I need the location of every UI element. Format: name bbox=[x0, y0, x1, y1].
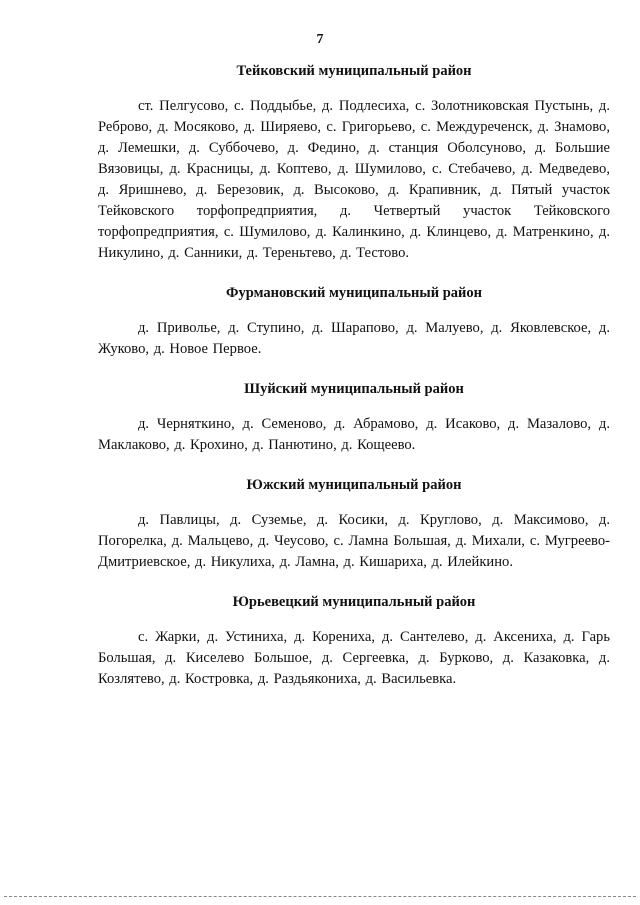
section-heading: Южский муниципальный район bbox=[246, 477, 462, 493]
section-paragraph: д. Приволье, д. Ступино, д. Шарапово, д. Малуево, д. Яковлевское, д. Жуково, д. Новое Первое. bbox=[98, 320, 610, 357]
section-shuisky bbox=[98, 380, 610, 456]
document-body bbox=[98, 62, 610, 710]
section-heading: Юрьевецкий муниципальный район bbox=[232, 594, 476, 610]
page-number: 7 bbox=[316, 32, 324, 47]
section-paragraph: д. Павлицы, д. Суземье, д. Косики, д. Круглово, д. Максимово, д. Погорелка, д. Мальцево, д. Чеусово, с. Ламна Большая, д. Михали, с. Мугреево-Дмитриевское, д. Никулиха, д. Ламна, д. Кишариха, д. Илейкино. bbox=[98, 512, 610, 570]
section-paragraph: с. Жарки, д. Устиниха, д. Корениха, д. Сантелево, д. Аксениха, д. Гарь Большая, д. Киселево Большое, д. Сергеевка, д. Бурково, д. Казаковка, д. Козлятево, д. Костровка, д. Раздьякониха, д. Васильевка. bbox=[98, 629, 610, 687]
section-heading: Фурмановский муниципальный район bbox=[226, 285, 482, 301]
section-yurievetsky bbox=[98, 593, 610, 690]
section-furmanovsky bbox=[98, 284, 610, 360]
section-teikovsky bbox=[98, 62, 610, 264]
section-heading: Тейковский муниципальный район bbox=[236, 63, 472, 79]
section-paragraph: ст. Пелгусово, с. Поддыбье, д. Подлесиха, с. Золотниковская Пустынь, д. Реброво, д. Мосяково, д. Ширяево, с. Григорьево, с. Междуреченск, д. Знамово, д. Лемешки, д. Суббочево, д. Федино, д. станция Оболсуново, д. Большие Вязовицы, д. Красницы, д. Коптево, д. Шумилово, с. Стебачево, д. Медведево, д. Яришнево, д. Березовик, д. Высоково, д. Крапивник, д. Пятый участок Тейковского торфопредприятия, д. Четвертый участок Тейковского торфопредприятия, с. Шумилово, д. Калинкино, д. Клинцево, д. Матренкино, д. Никулино, д. Санники, д. Тереньтево, д. Тестово. bbox=[98, 98, 610, 261]
scan-bottom-edge bbox=[4, 896, 636, 897]
section-yuzhsky bbox=[98, 476, 610, 573]
section-heading: Шуйский муниципальный район bbox=[244, 381, 464, 397]
section-paragraph: д. Черняткино, д. Семеново, д. Абрамово, д. Исаково, д. Мазалово, д. Маклаково, д. Крохино, д. Панютино, д. Кощеево. bbox=[98, 416, 610, 453]
